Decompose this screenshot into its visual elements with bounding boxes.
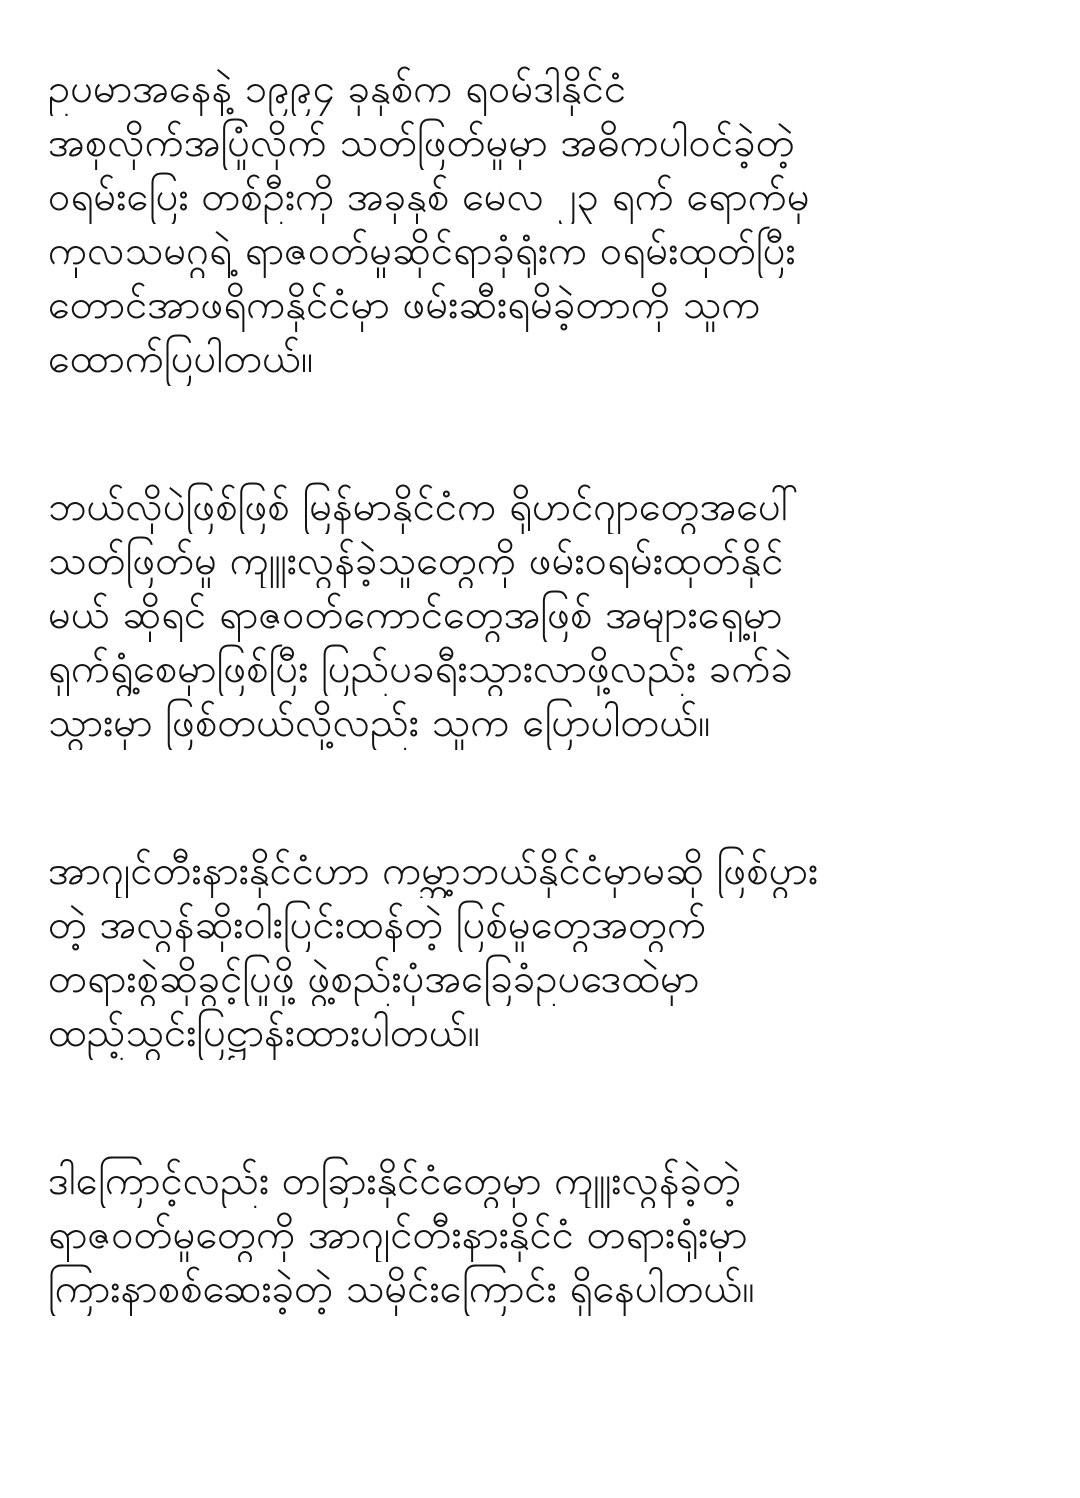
- paragraph-3: [48, 844, 1040, 1060]
- text-line: ကြားနာစစ်ဆေးခဲ့တဲ့ သမိုင်းကြောင်း ရှိနေပါတယ်။: [48, 1266, 755, 1312]
- paragraph-1: [48, 62, 1040, 386]
- text-line: အာဂျင်တီးနားနိုင်ငံဟာ ကမ္ဘာ့ဘယ်နိုင်ငံမှာမဆို ဖြစ်ပွား: [48, 848, 819, 894]
- text-line: ထောက်ပြပါတယ်။: [48, 336, 314, 382]
- paragraph-2: [48, 480, 1040, 750]
- text-line: ထည့်သွင်းပြဋ္ဌာန်းထားပါတယ်။: [48, 1010, 480, 1056]
- text-line: ဝရမ်းပြေး တစ်ဦးကို အခုနှစ် မေလ ၂၃ ရက် ရောက်မှ: [48, 174, 810, 220]
- text-line: သွားမှာ ဖြစ်တယ်လို့လည်း သူက ပြောပါတယ်။: [48, 700, 711, 746]
- text-line: ဥပမာအနေနဲ့ ၁၉၉၄ ခုနှစ်က ရဝမ်ဒါနိုင်ငံ: [48, 66, 627, 112]
- text-line: သတ်ဖြတ်မှု ကျူးလွန်ခဲ့သူတွေကို ဖမ်းဝရမ်းထုတ်နိုင်: [48, 538, 784, 584]
- text-line: တရားစွဲဆိုခွင့်ပြုဖို့ ဖွဲ့စည်းပုံအခြေခံဥပဒေထဲမှာ: [48, 956, 700, 1002]
- text-line: တဲ့ အလွန်ဆိုးဝါးပြင်းထန်တဲ့ ပြစ်မှုတွေအတွက်: [48, 902, 707, 948]
- text-line: မယ် ဆိုရင် ရာဇဝတ်ကောင်တွေအဖြစ် အများရှေ့မှာ: [48, 592, 783, 638]
- text-line: ဘယ်လိုပဲဖြစ်ဖြစ် မြန်မာနိုင်ငံက ရိုဟင်ဂျာတွေအပေါ်: [48, 484, 799, 530]
- text-line: ရာဇဝတ်မှုတွေကို အာဂျင်တီးနားနိုင်ငံ တရားရုံးမှာ: [48, 1212, 748, 1258]
- text-line: ဒါကြောင့်လည်း တခြားနိုင်ငံတွေမှာ ကျူးလွန်ခဲ့တဲ့: [48, 1158, 742, 1204]
- text-line: ရှက်ရွံ့စေမှာဖြစ်ပြီး ပြည်ပခရီးသွားလာဖို့လည်း ခက်ခဲ: [48, 646, 793, 692]
- text-line: တောင်အာဖရိကနိုင်ငံမှာ ဖမ်းဆီးရမိခဲ့တာကို သူက: [48, 282, 761, 328]
- paragraph-4: [48, 1154, 1040, 1316]
- text-line: အစုလိုက်အပြုံလိုက် သတ်ဖြတ်မှုမှာ အဓိကပါဝင်ခဲ့တဲ့: [48, 120, 795, 166]
- text-line: ကုလသမဂ္ဂရဲ့ ရာဇဝတ်မှုဆိုင်ရာခုံရုံးက ဝရမ်းထုတ်ပြီး: [48, 228, 796, 274]
